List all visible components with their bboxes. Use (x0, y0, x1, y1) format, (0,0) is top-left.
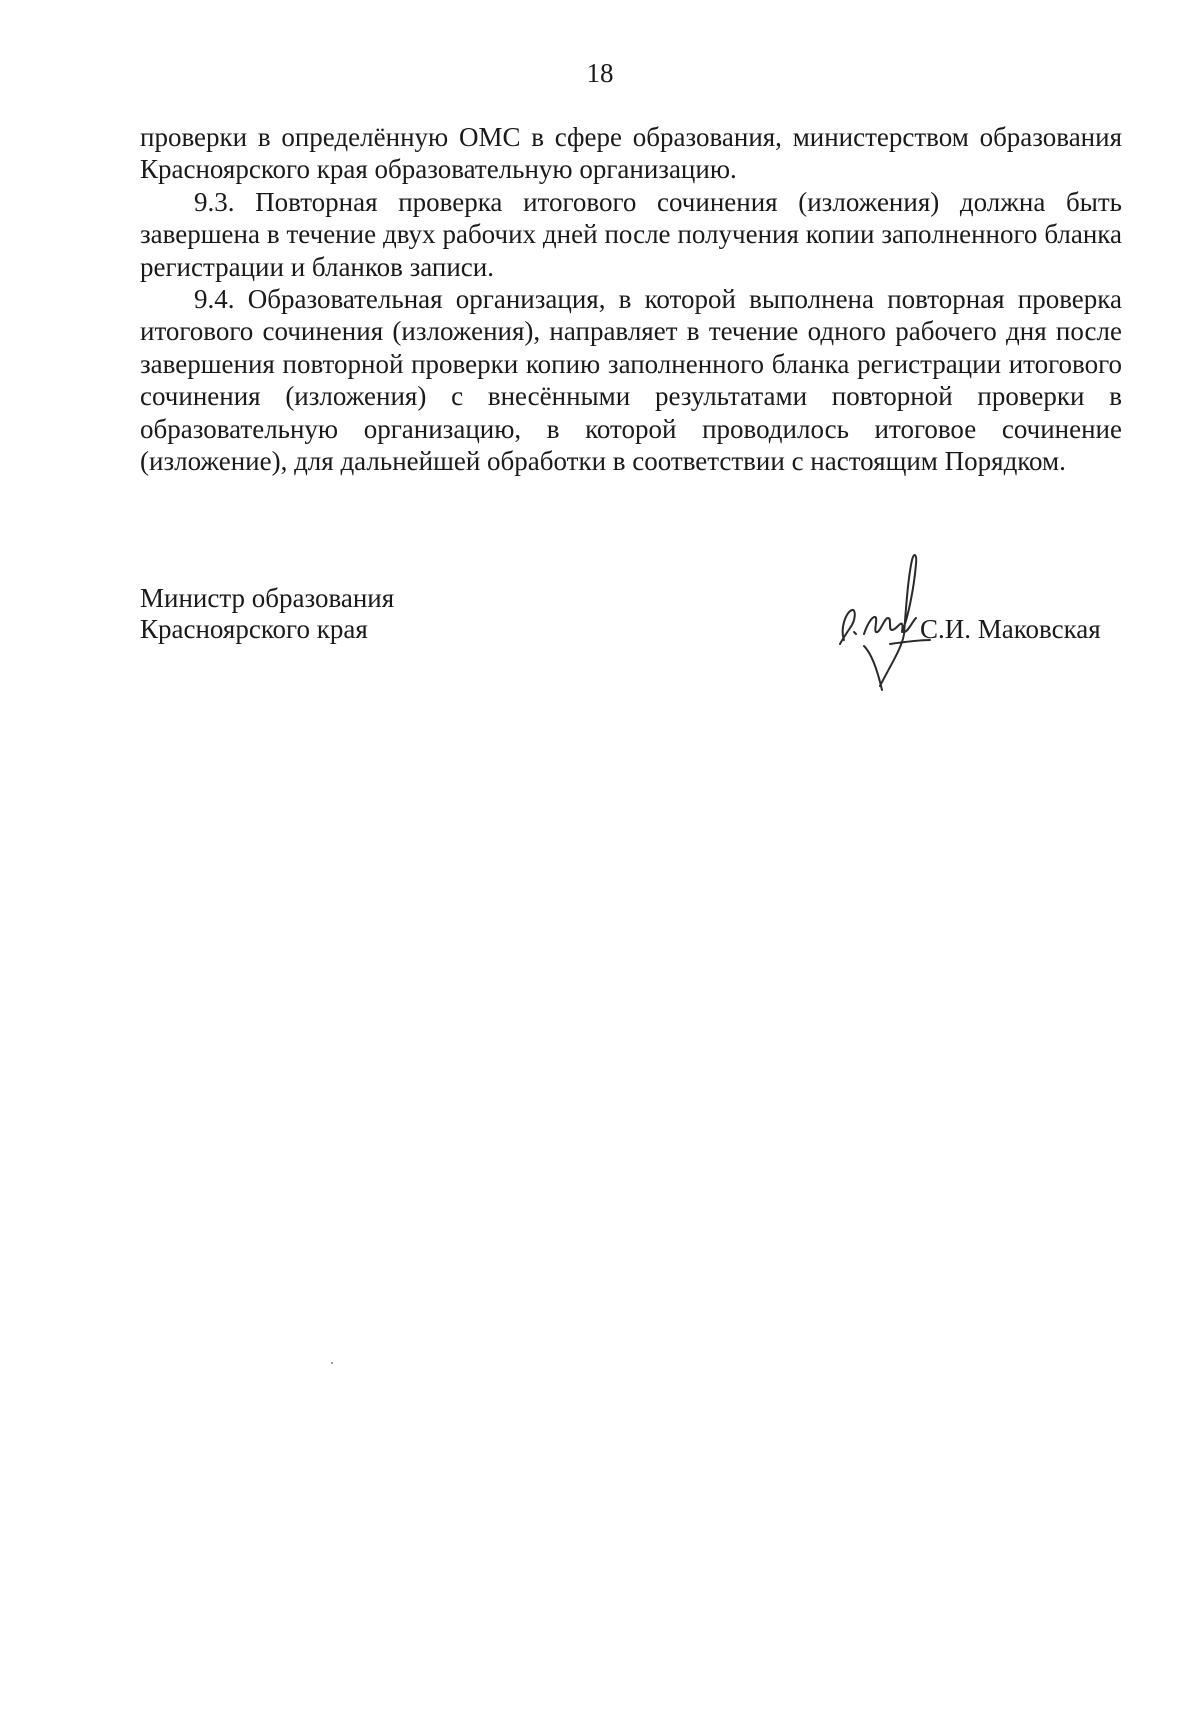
paragraph-continuation: проверки в определённую ОМС в сфере образования, министерством образования Красноярского края образовательную организацию. (140, 122, 1122, 185)
paragraph-9-4: 9.4. Образовательная организация, в которой выполнена повторная проверка итогового сочинения (изложения), направляет в течение одного рабочего дня после завершения повторной проверки копию заполненного бланка регистрации итогового сочинения (изложения) с внесёнными результатами повторной проверки в образовательную организацию, в которой проводилось итоговое сочинение (изложение), для дальнейшей обработки в соответствии с настоящим Порядком. (140, 284, 1122, 477)
signatory-position-line-2: Красноярского края (140, 614, 368, 644)
paragraph-9-3: 9.3. Повторная проверка итогового сочинения (изложения) должна быть завершена в течение двух рабочих дней после получения копии заполненного бланка регистрации и бланков записи. (140, 186, 1122, 282)
signatory-position-line-1: Министр образования (140, 583, 395, 613)
page-number: 18 (586, 58, 614, 88)
document-body (140, 121, 1122, 477)
signatory-name: С.И. Маковская (920, 614, 1101, 644)
signatory-position (140, 583, 394, 645)
scan-speck (331, 1362, 333, 1364)
